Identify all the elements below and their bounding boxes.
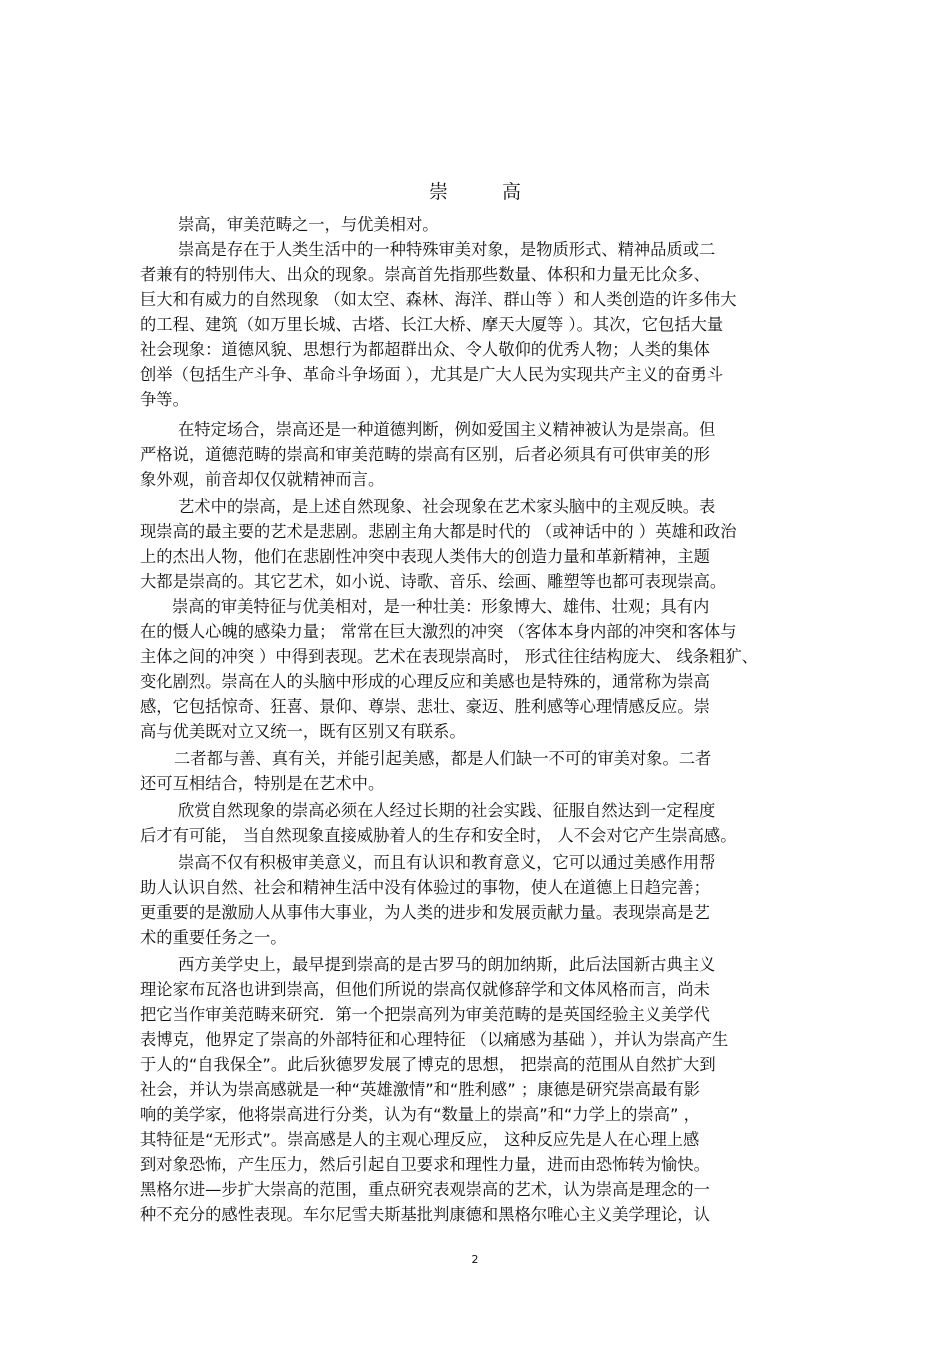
text-line: 还可互相结合，特别是在艺术中。: [140, 774, 385, 793]
text-line: 到对象恐怖，产生压力，然后引起自卫要求和理性力量，进而由恐怖转为愉快。: [140, 1155, 710, 1174]
text-line: 社会，并认为崇高感就是一种“英雄激情”和“胜利感” ；康德是研究崇高最有影: [140, 1080, 700, 1099]
page-number: 2: [471, 1253, 479, 1266]
text-line: 二者都与善、真有关，并能引起美感，都是人们缺一不可的审美对象。二者: [174, 749, 712, 768]
text-line: 种不充分的感性表现。车尔尼雪夫斯基批判康德和黑格尔唯心主义美学理论，认: [140, 1205, 710, 1224]
text-line: 的工程、建筑（如万里长城、古塔、长江大桥、摩天大厦等 ）。其次，它包括大量: [140, 315, 724, 334]
text-line: 争等。: [140, 390, 189, 409]
text-line: 响的美学家，他将崇高进行分类，认为有“数量上的崇高”和“力学上的崇高” ，: [140, 1105, 700, 1124]
text-line: 其特征是“无形式”。崇高感是人的主观心理反应， 这种反应先是人在心理上感: [140, 1130, 700, 1149]
text-line: 表博克，他界定了崇高的外部特征和心理特征 （以痛感为基础 ），并认为崇高产生: [140, 1030, 729, 1049]
text-line: 创举（包括生产斗争、革命斗争场面 ），尤其是广大人民为实现共产主义的奋勇斗: [140, 365, 724, 384]
text-line: 感，它包括惊奇、狂喜、景仰、尊崇、悲壮、豪迈、胜利感等心理情感反应。崇: [140, 697, 710, 716]
text-line: 者兼有的特别伟大、出众的现象。崇高首先指那些数量、体积和力量无比众多、: [140, 265, 710, 284]
text-line: 西方美学史上，最早提到崇高的是古罗马的朗加纳斯，此后法国新古典主义: [178, 955, 716, 974]
text-line: 严格说，道德范畴的崇高和审美范畴的崇高有区别，后者必须具有可供审美的形: [140, 445, 710, 464]
text-line: 术的重要任务之一。: [140, 928, 287, 947]
page-title: 崇 高: [428, 181, 546, 203]
text-line: 在的慑人心魄的感染力量； 常常在巨大激烈的冲突 （客体本身内部的冲突和客体与: [140, 622, 737, 641]
text-line: 上的杰出人物，他们在悲剧性冲突中表现人类伟大的创造力量和革新精神，主题: [140, 547, 710, 566]
text-line: 把它当作审美范畴来研究．第一个把崇高列为审美范畴的是英国经验主义美学代: [140, 1005, 710, 1024]
text-line: 现崇高的最主要的艺术是悲剧。悲剧主角大都是时代的 （或神话中的 ）英雄和政治: [140, 522, 737, 541]
text-line: 艺术中的崇高，是上述自然现象、社会现象在艺术家头脑中的主观反映。表: [178, 497, 716, 516]
text-line: 社会现象：道德风貌、思想行为都超群出众、令人敬仰的优秀人物；人类的集体: [140, 340, 710, 359]
text-line: 高与优美既对立又统一，既有区别又有联系。: [140, 722, 466, 741]
text-line: 在特定场合，崇高还是一种道德判断，例如爱国主义精神被认为是崇高。但: [178, 420, 716, 439]
text-line: 理论家布瓦洛也讲到崇高，但他们所说的崇高仅就修辞学和文体风格而言，尚未: [140, 980, 710, 999]
text-line: 崇高，审美范畴之一，与优美相对。: [178, 215, 439, 234]
text-line: 后才有可能， 当自然现象直接威胁着人的生存和安全时， 人不会对它产生崇高感。: [140, 826, 737, 845]
text-line: 欣赏自然现象的崇高必须在人经过长期的社会实践、征服自然达到一定程度: [178, 801, 716, 820]
text-line: 于人的“自我保全”。此后狄德罗发展了博克的思想， 把崇高的范围从自然扩大到: [140, 1055, 716, 1074]
text-line: 巨大和有威力的自然现象 （如太空、森林、海洋、群山等 ）和人类创造的许多伟大: [140, 290, 737, 309]
text-line: 崇高不仅有积极审美意义，而且有认识和教育意义，它可以通过美感作用帮: [178, 853, 716, 872]
text-line: 助人认识自然、社会和精神生活中没有体验过的事物，使人在道德上日趋完善；: [140, 878, 710, 897]
text-line: 更重要的是激励人从事伟大事业，为人类的进步和发展贡献力量。表现崇高是艺: [140, 903, 710, 922]
text-line: 大都是崇高的。其它艺术，如小说、诗歌、音乐、绘画、雕塑等也都可表现崇高。: [140, 572, 727, 591]
text-line: 黑格尔进—步扩大崇高的范围，重点研究表观崇高的艺术，认为崇高是理念的一: [140, 1180, 710, 1199]
text-line: 崇高的审美特征与优美相对，是一种壮美：形象博大、雄伟、壮观；具有内: [172, 597, 710, 616]
text-line: 象外观，前音却仅仅就精神而言。: [140, 470, 385, 489]
text-line: 主体之间的冲突 ）中得到表现。艺术在表现崇高时， 形式往往结构庞大、 线条粗犷、: [140, 647, 758, 666]
text-line: 崇高是存在于人类生活中的一种特殊审美对象，是物质形式、精神品质或二: [178, 240, 716, 259]
text-line: 变化剧烈。崇高在人的头脑中形成的心理反应和美感也是特殊的，通常称为崇高: [140, 672, 710, 691]
